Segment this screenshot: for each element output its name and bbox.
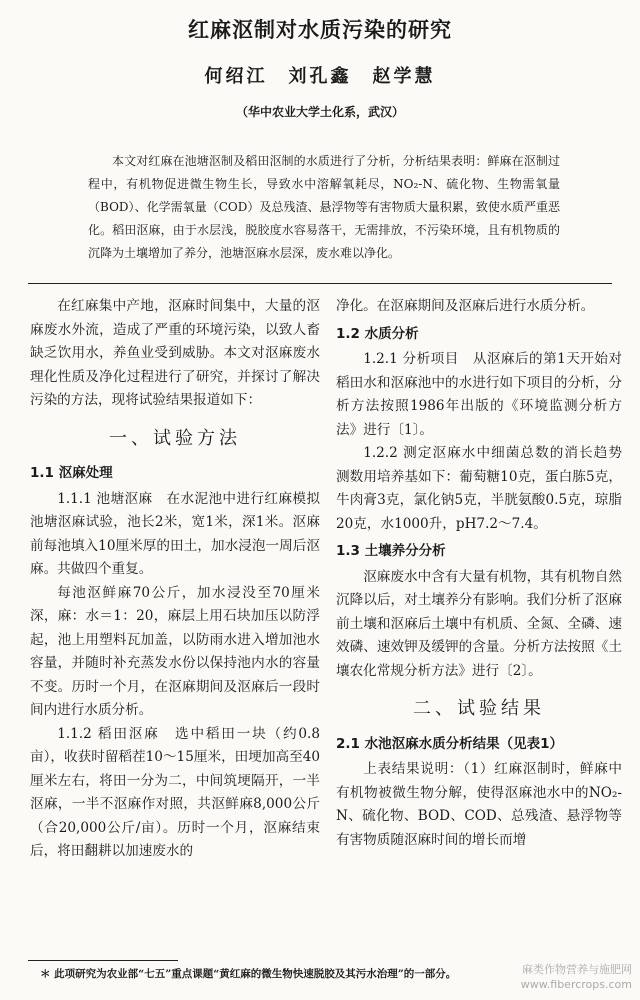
- affiliation: （华中农业大学土化系，武汉）: [235, 105, 404, 119]
- paragraph-1-2-2: 1.2.2 测定沤麻水中细菌总数的消长趋势 测数用培养基如下：葡萄糖10克，蛋白胨5克，牛肉膏3克，氯化钠5克，半胱氨酸0.5克，琼脂20克，水1000升，pH7.2～7.4。: [336, 445, 636, 532]
- left-column: [30, 295, 320, 864]
- paragraph-1-1-1-b: 每池沤鲜麻70公斤，加水浸没至70厘米深，麻：水＝1：20，麻层上用石块加压以防浮起，池上用塑料瓦加盖，以防雨水进入增加池水容量，并随时补充蒸发水份以保持池内水的容量不变。历时一个月，在沤麻期间及沤麻后一段时间内进行水质分析。: [30, 584, 320, 718]
- abstract: 本文对红麻在池塘沤制及稻田沤制的水质进行了分析，分析结果表明：鲜麻在沤制过程中，有机物促进微生物生长，导致水中溶解氧耗尽，NO₂-N、硫化物、生物需氧量（BOD）、化学需氧量（COD）及总残渣、悬浮物等有害物质大量积累，致使水质严重恶化。稻田沤麻，由于水层浅，脱胶度水容易落干，无需排放，不污染环境，且有机物质的沉降为土壤增加了养分，池塘沤麻水层深，废水难以净化。: [88, 154, 560, 260]
- subheading-1-1: 1.1 沤麻处理: [30, 465, 113, 481]
- subheading-2-1: 2.1 水池沤麻水质分析结果（见表1）: [336, 735, 564, 752]
- watermark-line-1: 麻类作物营养与施肥网: [522, 963, 632, 976]
- paragraph-1-1-2: 1.1.2 稻田沤麻 选中稻田一块（约0.8亩），收获时留稻茬10～15厘米，田埂加高至40厘米左右，将田一分为二，中间筑埂隔开，一半沤麻，一半不沤麻作对照，共沤鲜麻8,000公斤（合20,000公斤/亩）。历时一个月，沤麻结束后，将田翻耕以加速废水的: [30, 725, 320, 859]
- paragraph-1-1-1: 1.1.1 池塘沤麻 在水泥池中进行红麻模拟池塘沤麻试验，池长2米，宽1米，深1米。沤麻前每池填入10厘米厚的田土，加水浸泡一周后沤麻。共做四个重复。: [30, 490, 320, 577]
- continuation-paragraph: 净化。在沤麻期间及沤麻后进行水质分析。: [336, 298, 595, 314]
- watermark: [521, 962, 632, 992]
- watermark-line-2: www.fibercrops.com: [520, 978, 632, 991]
- footnote: ＊ 此项研究为农业部“七五”重点课题“黄红麻的微生物快速脱胶及其污水治理”的一部分。: [40, 968, 457, 980]
- section-heading-results: 二、试验结果: [413, 698, 545, 719]
- intro-paragraph: 在红麻集中产地，沤麻时间集中，大量的沤麻废水外流，造成了严重的环境污染，以致人畜缺乏饮用水，养鱼业受到威胁。本文对沤麻废水理化性质及净化过程进行了研究，并探讨了解决污染的方法，现将试验结果报道如下：: [30, 298, 320, 408]
- authors: 何绍江 刘孔鑫 赵学慧: [204, 66, 436, 87]
- right-column: [336, 295, 636, 852]
- paragraph-1-2-1: 1.2.1 分析项目 从沤麻后的第1天开始对稻田水和沤麻池中的水进行如下项目的分析，分析方法按照1986年出版的《环境监测分析方法》进行〔1〕。: [336, 351, 622, 438]
- abstract-divider: [28, 283, 612, 284]
- paragraph-1-3: 沤麻废水中含有大量有机物，其有机物自然沉降以后，对土壤养分有影响。我们分析了沤麻前土壤和沤麻后土壤中有机质、全氮、全磷、速效磷、速效钾及缓钾的含量。分析方法按照《土壤农化常规分析方法》进行〔2〕。: [336, 568, 622, 679]
- paper-title: 红麻沤制对水质污染的研究: [188, 18, 452, 42]
- subheading-1-2: 1.2 水质分析: [336, 325, 419, 342]
- paragraph-2-1: 上表结果说明：（1）红麻沤制时，鲜麻中有机物被微生物分解，使得沤麻池水中的NO₂-N、硫化物、BOD、COD、总残渣、悬浮物等有害物质随沤麻时间的增长而增: [336, 761, 622, 848]
- footnote-rule: [28, 960, 178, 961]
- section-heading-methods: 一、试验方法: [109, 427, 241, 449]
- subheading-1-3: 1.3 土壤养分分析: [336, 543, 446, 559]
